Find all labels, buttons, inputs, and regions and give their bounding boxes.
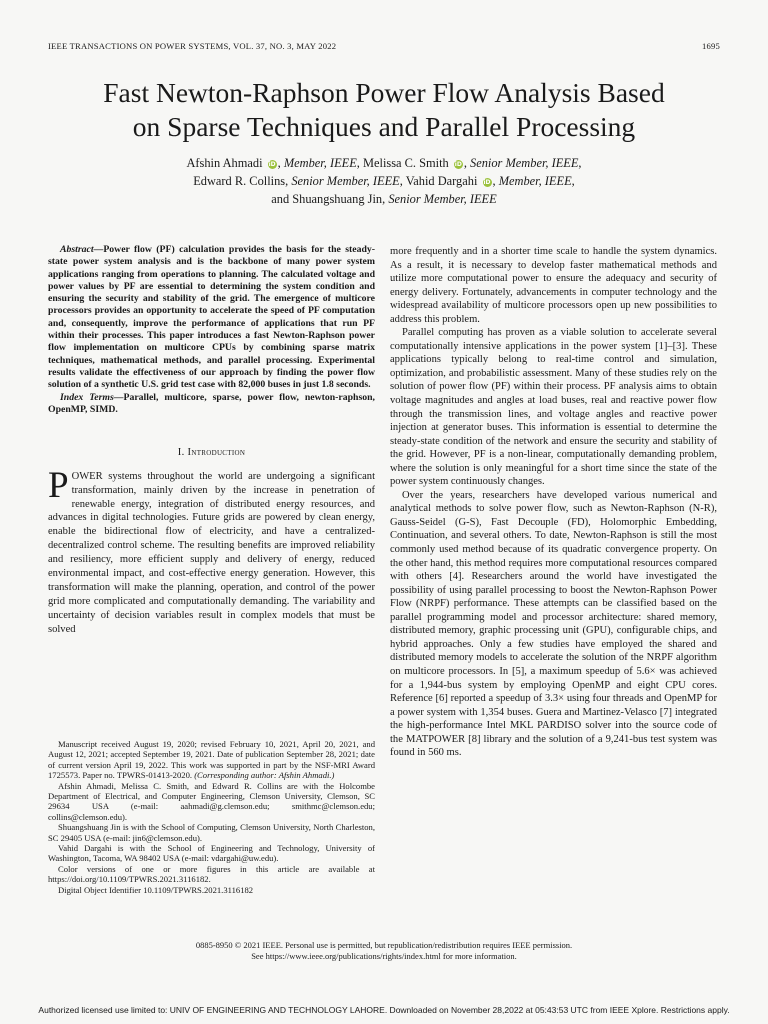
author-role: Member, IEEE: [283, 156, 357, 170]
section-title: Introduction: [187, 447, 246, 459]
index-terms-label: Index Terms—: [60, 391, 124, 403]
author-role: Senior Member, IEEE: [388, 192, 497, 206]
index-terms-text: Parallel, multicore, sparse, power flow, newton-raphson, OpenMP, SIMD.: [48, 391, 375, 415]
rights-link-line: See https://www.ieee.org/publications/rights/index.html for more information.: [251, 951, 517, 961]
author-name: Edward R. Collins: [193, 174, 286, 188]
author-role: Senior Member, IEEE: [470, 156, 579, 170]
abstract-text: Power flow (PF) calculation provides the basis for the steady-state power system analysis and is the backbone of many power system applications ranging from operations to planning. The calculated voltage and power values by PF are essential to determining the system condition and ensuring the security and stability of the grid. The emergence of multicore processors provides an opportunity to accelerate the speed of PF computation and, consequently, improve the performance of applications that run PF within their processes. This paper introduces a fast Newton-Raphson power flow implementation on multicore CPUs by combining sparse matrix techniques, mathematical methods, and parallel processing. Experimental results validate the effectiveness of our approach by finding the power flow solution of a synthetic U.S. grid test case with 82,000 buses in just 1.8 seconds.: [48, 244, 375, 391]
author-name: Vahid Dargahi: [405, 174, 478, 188]
title-line-2: on Sparse Techniques and Parallel Processing: [132, 111, 636, 142]
footnote-doi: Digital Object Identifier 10.1109/TPWRS.2021.3116182: [58, 884, 254, 895]
index-terms: [48, 392, 375, 417]
drop-cap: P: [48, 464, 69, 506]
body-paragraph: Parallel computing has proven as a viable solution to accelerate several computationally intensive applications in the power system [1]–[3]. These applications typically belong to real-time control and simulation, optimization, and probabilistic assessment. Many of these studies rely on the solution of power flow (PF) within their process. PF analysis aims to obtain voltage magnitudes and angles at load buses, real and reactive power flow through the transmission lines, and voltage angles and reactive power injection at generator buses. This information is essential to determine the steady-state condition of the network and ensure the security and stability of the grid. However, PF is a non-linear, computationally demanding problem, where the solution is only meaningful for a short time since the state of the power system continuously changes.: [390, 327, 717, 488]
footnote-text: Manuscript received August 19, 2020; revised February 10, 2021, April 20, 2021, and August 12, 2021; accepted September 19, 2021. Date of publication September 28, 2021; date of current version April 19, 2022. This work was supported in part by the NSF-MRI Award 1725573. Paper no. TPWRS-01413-2020.: [48, 739, 375, 781]
right-column: [390, 245, 717, 760]
copyright-line: 0885-8950 © 2021 IEEE. Personal use is permitted, but republication/redistribution requires IEEE permission.: [195, 940, 573, 950]
orcid-icon[interactable]: iD: [483, 179, 491, 186]
intro-text: OWER systems throughout the world are undergoing a significant transformation, mainly driven by the increase in penetration of renewable energy, integration of distributed energy resources, and advances in digital technologies. Future grids are powered by clean energy, enable the bidirectional flow of electricity, and have a centralized-decentralized control scheme. The resulting benefits are improved reliability and resiliency, more efficient supply and delivery of energy, reduced environmental impact, and cost-effective energy generation. However, this transformation will make the planning, operation, and control of the power grid more complicated and computationally demanding. The variability and uncertainty of decision variables result in complex models that must be solved: [48, 470, 375, 635]
section-number: I.: [177, 447, 185, 459]
orcid-icon[interactable]: iD: [454, 161, 462, 168]
author-name: Afshin Ahmadi: [186, 156, 263, 170]
section-heading: [48, 446, 375, 460]
author-role: Senior Member, IEEE: [291, 174, 400, 188]
page-number: 1695: [702, 41, 720, 51]
footnote-affiliation: Shuangshuang Jin is with the School of Computing, Clemson University, North Charleston, SC 29405 USA (e-mail: jin6@clemson.edu).: [48, 822, 375, 843]
body-paragraph: more frequently and in a shorter time scale to handle the system dynamics. As a result, it is necessary to develop faster mathematical methods and utilize more computational power to ensure the adequacy and security of energy delivery. Fortunately, advancements in computer technology and the widespread availability of multicore processors open up new possibilities to address this problem.: [390, 246, 717, 325]
author-list: Afshin Ahmadi iD , Member, IEEE, Melissa C. Smith iD , Senior Member, IEEE, Edward R. Collins, Senior Member, IEEE, Vahid Dargahi iD , Member, IEEE, and Shuangshuang Jin, Senior Member, IEEE: [186, 156, 582, 206]
footnotes: [48, 739, 375, 895]
copyright-notice: [60, 940, 708, 962]
footnote-manuscript: [48, 739, 375, 781]
author-name: Melissa C. Smith: [363, 156, 449, 170]
journal-name: IEEE TRANSACTIONS ON POWER SYSTEMS, VOL. 37, NO. 3, MAY 2022: [48, 41, 337, 51]
left-column: [48, 244, 375, 637]
orcid-icon[interactable]: iD: [268, 161, 276, 168]
footnote-color-versions: Color versions of one or more figures in this article are available at https://doi.org/10.1109/TPWRS.2021.3116182.: [48, 863, 375, 885]
paper-title: [40, 76, 728, 144]
body-paragraph: Over the years, researchers have developed various numerical and analytical methods to solve power flow, such as Newton-Raphson (N-R), Gauss-Seidel (G-S), Fast Decouple (FD), Holomorphic Embedding, Continuation, and several others. To date, Newton-Raphson is still the most commonly used method because of its quadratic convergence property. On the other hand, this method requires more computational resources compared with others [4]. Researchers around the world have investigated the possibility of using parallel processing to boost the Newton-Raphson Power Flow (NRPF) performance. These attempts can be classified based on the parallel programming model and processor architecture: shared memory, distributed memory, graphic processing unit (GPU), configurable chips, and hybrid approaches. Only a few studies have employed the shared and distributed memory models to accelerate the solution of the NRPF algorithm on multicore processors. In [5], a maximum speedup of 5.6× was achieved for a 1,944-bus system by employing OpenMP and eight CPU cores. Reference [6] reported a speedup of 3.3× using four threads and OpenMP for a power system with 1,354 buses. Guera and Martinez-Velasco [7] integrated the high-performance Intel MKL PARDISO solver into the source code of the MATPOWER [8] library and the solution of a 9,241-bus test system was found in 560 ms.: [390, 489, 717, 759]
abstract-label: Abstract—: [60, 244, 104, 255]
footnote-affiliation: Vahid Dargahi is with the School of Engineering and Technology, University of Washington, Tacoma, WA 98402 USA (e-mail: vdargahi@uw.edu).: [48, 843, 375, 864]
intro-paragraph: [48, 464, 375, 637]
abstract: [48, 244, 375, 392]
corresponding-author: (Corresponding author: Afshin Ahmadi.): [194, 770, 335, 781]
author-name: and Shuangshuang Jin: [271, 192, 383, 206]
footnote-affiliation: Afshin Ahmadi, Melissa C. Smith, and Edward R. Collins are with the Holcombe Department of Electrical, and Computer Engineering, Clemson University, Clemson, SC 29634 USA (e-mail: aahmadi@g.clemson.edu; smithmc@clemson.edu; collins@clemson.edu).: [48, 780, 375, 822]
author-role: Member, IEEE: [498, 174, 572, 188]
license-footer: Authorized licensed use limited to: UNIV OF ENGINEERING AND TECHNOLOGY LAHORE. Downloaded on November 28,2022 at 05:43:53 UTC from IEEE Xplore. Restrictions apply.: [38, 1005, 730, 1015]
title-line-1: Fast Newton-Raphson Power Flow Analysis Based: [103, 77, 665, 108]
